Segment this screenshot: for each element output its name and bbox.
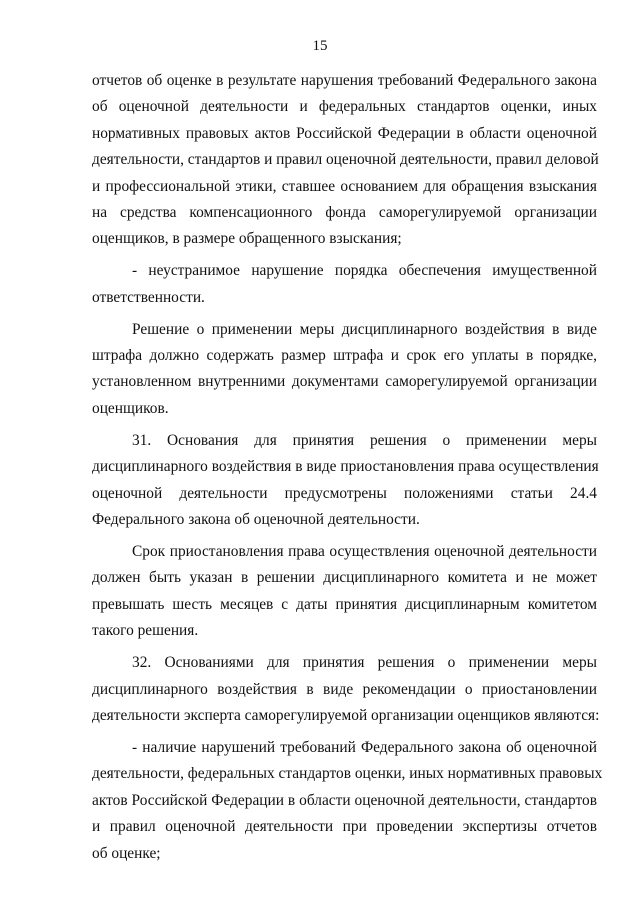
text-line: и профессиональной этики, ставшее основанием для обращения взыскания xyxy=(92,177,597,195)
text-line: об оценке; xyxy=(92,844,161,862)
text-line: отчетов об оценке в результате нарушения требований Федерального закона xyxy=(92,72,597,89)
text-line: превышать шесть месяцев с даты принятия дисциплинарным комитетом xyxy=(92,595,597,613)
text-line: об оценочной деятельности и федеральных стандартов оценки, иных xyxy=(92,98,597,116)
text-line: оценочной деятельности предусмотрены положениями статьи 24.4 xyxy=(92,484,597,502)
text-line: деятельности эксперта саморегулируемой организации оценщиков являются: xyxy=(92,706,600,724)
text-line: 32. Основаниями для принятия решения о применении меры xyxy=(132,654,597,672)
text-line: такого решения. xyxy=(92,622,199,640)
text-line: дисциплинарного воздействия в виде приостановления права осуществления xyxy=(92,458,599,476)
text-line: - наличие нарушений требований Федерального закона об оценочной xyxy=(132,738,597,756)
text-line: нормативных правовых актов Российской Федерации в области оценочной xyxy=(92,124,597,142)
text-line: - неустранимое нарушение порядка обеспечения имущественной xyxy=(132,262,597,280)
text-line: ответственности. xyxy=(92,288,205,306)
page-number: 15 xyxy=(312,38,328,54)
text-line: оценщиков. xyxy=(92,399,169,417)
text-line: деятельности, стандартов и правил оценочной деятельности, правил деловой xyxy=(92,151,599,169)
text-line: и правил оценочной деятельности при проведении экспертизы отчетов xyxy=(92,818,597,836)
text-line: на средства компенсационного фонда саморегулируемой организации xyxy=(92,203,597,221)
text-line: актов Российской Федерации в области оценочной деятельности, стандартов xyxy=(92,791,597,809)
text-line: оценщиков, в размере обращенного взыскания; xyxy=(92,230,402,248)
text-line: должен быть указан в решении дисциплинарного комитета и не может xyxy=(92,569,597,587)
body-text xyxy=(92,68,603,867)
text-line: дисциплинарного воздействия в виде рекомендации о приостановлении xyxy=(92,680,597,698)
text-line: Решение о применении меры дисциплинарного воздействия в виде xyxy=(132,320,597,338)
text-line: 31. Основания для принятия решения о применении меры xyxy=(132,431,597,449)
text-line: установленном внутренними документами саморегулируемой организации xyxy=(92,373,597,391)
text-line: штрафа должно содержать размер штрафа и срок его уплаты в порядке, xyxy=(92,347,597,365)
text-line: деятельности, федеральных стандартов оценки, иных нормативных правовых xyxy=(92,765,603,783)
text-line: Срок приостановления права осуществления оценочной деятельности xyxy=(132,543,597,561)
text-line: Федерального закона об оценочной деятельности. xyxy=(92,511,420,529)
